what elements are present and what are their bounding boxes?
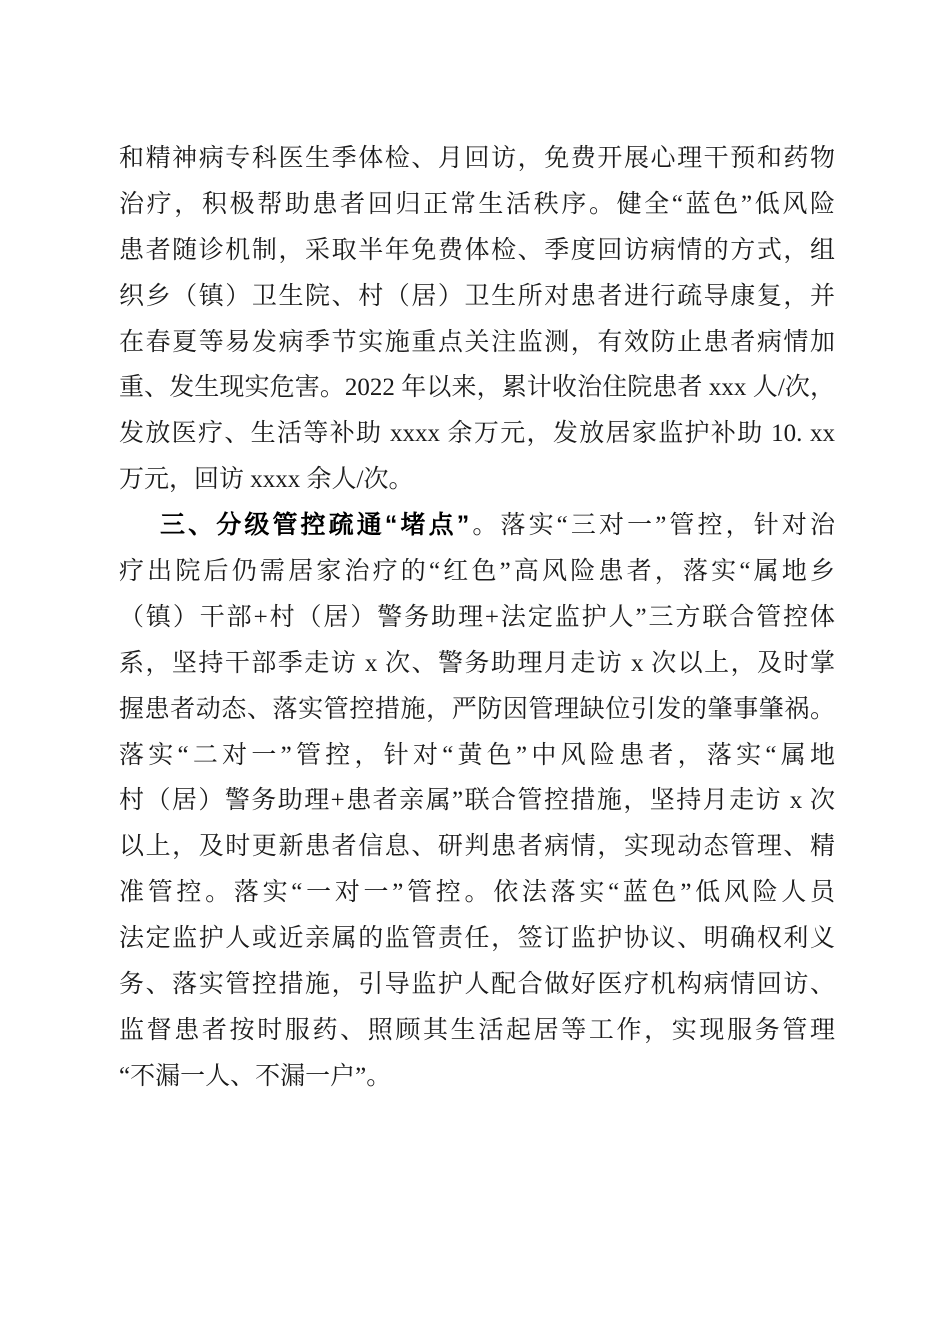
text-line: （镇）干部+村（居）警务助理+法定监护人”三方联合管控体 bbox=[119, 603, 835, 631]
text-line: 患者随诊机制，采取半年免费体检、季度回访病情的方式，组 bbox=[119, 236, 835, 264]
document-content bbox=[119, 136, 835, 1100]
text-line-heading bbox=[119, 503, 835, 549]
text-line: 监督患者按时服药、照顾其生活起居等工作，实现服务管理 bbox=[119, 1016, 835, 1044]
text-line: 在春夏等易发病季节实施重点关注监测，有效防止患者病情加 bbox=[119, 328, 835, 356]
paragraph-section-3 bbox=[119, 503, 835, 1100]
text-line: 织乡（镇）卫生院、村（居）卫生所对患者进行疏导康复，并 bbox=[119, 282, 835, 310]
text-line: 和精神病专科医生季体检、月回访，免费开展心理干预和药物 bbox=[119, 145, 835, 172]
text-line: 疗出院后仍需居家治疗的“红色”高风险患者，落实“属地乡 bbox=[119, 558, 835, 586]
text-line: 重、发生现实危害。2022 年以来，累计收治住院患者 xxx 人/次， bbox=[119, 374, 835, 402]
text-line: “不漏一人、不漏一户”。 bbox=[119, 1062, 392, 1090]
text-line: 治疗，积极帮助患者回归正常生活秩序。健全“蓝色”低风险 bbox=[119, 190, 835, 218]
text-line: 发放医疗、生活等补助 xxxx 余万元，发放居家监护补助 10. xx bbox=[119, 420, 835, 448]
section-heading: 三、分级管控疏通“堵点” bbox=[160, 511, 470, 540]
text-line: 落实“二对一”管控，针对“黄色”中风险患者，落实“属地 bbox=[119, 741, 835, 769]
text-line: 以上，及时更新患者信息、研判患者病情，实现动态管理、精 bbox=[119, 833, 835, 861]
text-line: 法定监护人或近亲属的监管责任，签订监护协议、明确权利义 bbox=[119, 925, 835, 953]
text-line: 万元，回访 xxxx 余人/次。 bbox=[119, 466, 414, 494]
heading-line-rest: 。落实“三对一”管控，针对治 bbox=[469, 512, 835, 540]
paragraph-continuation bbox=[119, 136, 835, 503]
text-line: 握患者动态、落实管控措施，严防因管理缺位引发的肇事肇祸。 bbox=[119, 695, 835, 723]
text-line: 准管控。落实“一对一”管控。依法落实“蓝色”低风险人员 bbox=[119, 879, 835, 907]
text-line: 务、落实管控措施，引导监护人配合做好医疗机构病情回访、 bbox=[119, 971, 835, 999]
text-line: 系，坚持干部季走访 x 次、警务助理月走访 x 次以上，及时掌 bbox=[119, 649, 835, 677]
text-line: 村（居）警务助理+患者亲属”联合管控措施，坚持月走访 x 次 bbox=[119, 787, 835, 815]
